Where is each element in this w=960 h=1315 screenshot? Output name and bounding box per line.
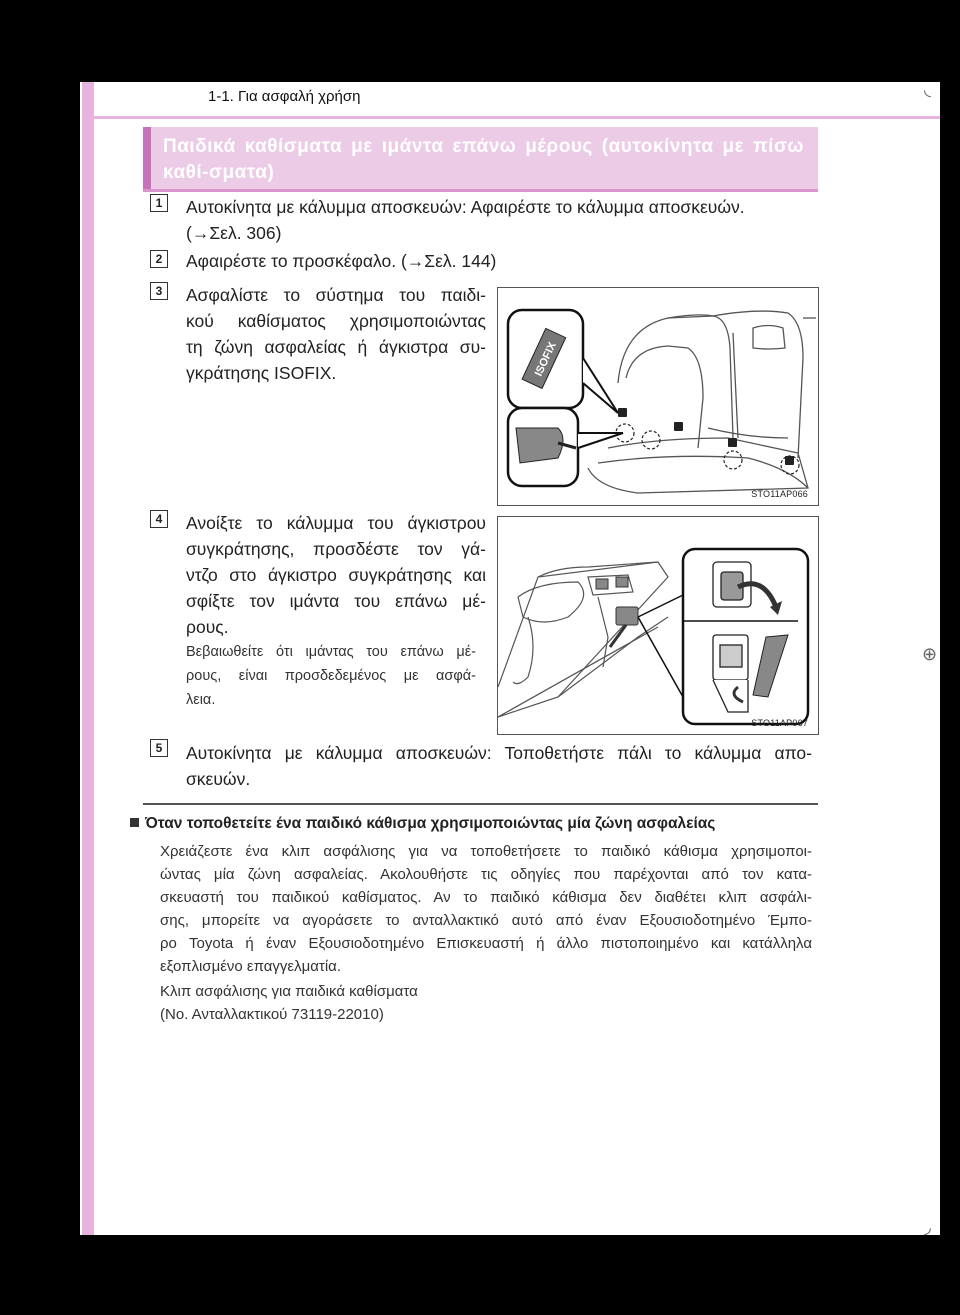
step-4-note-line: Βεβαιωθείτε ότι ιμάντας του επάνω μέ- [186, 644, 476, 660]
step-3-line: Ασφαλίστε το σύστημα του παιδι- [186, 285, 486, 305]
step-1-number: 1 [150, 194, 168, 212]
step-3-line: κού καθίσματος χρησιμοποιώντας [186, 311, 486, 331]
step-4-note-line: ρους, είναι προσδεδεμένος με ασφά- [186, 668, 476, 684]
paragraph-line: σκευαστή του παιδικού καθίσματος. Αν το παιδικό κάθισμα δεν διαθέτει κλιπ ασφάλι- [160, 889, 812, 906]
step-4-line: ντζο στο άγκιστρο συγκράτησης και [186, 565, 486, 585]
clip-line-2: (Νο. Ανταλλακτικού 73119-22010) [160, 1006, 384, 1023]
figure-isofix-anchors [497, 287, 819, 506]
paragraph-line: σης, μπορείτε να αγοράσετε το ανταλλακτικό αυτό από έναν Εξουσιοδοτημένο Έμπο- [160, 912, 812, 929]
subsection-heading [130, 815, 715, 833]
step-5-line-1: Αυτοκίνητα με κάλυμμα αποσκευών: Τοποθετήστε πάλι το κάλυμμα απο- [186, 743, 812, 763]
step-4-line: σφίξτε τον ιμάντα του επάνω μέ- [186, 591, 486, 611]
isofix-label: ISOFIX [532, 340, 559, 379]
step-4-number: 4 [150, 510, 168, 528]
figure-tether-anchor [497, 516, 819, 735]
tether-anchor-illustration [498, 517, 818, 734]
paragraph-line: εξοπλισμένο επαγγελματία. [160, 958, 342, 975]
page-side-bar [82, 82, 94, 1235]
step-1-line-1: Αυτοκίνητα με κάλυμμα αποσκευών: Αφαιρέστε το κάλυμμα αποσκευών. [186, 197, 745, 217]
figure-code: STO11AP066 [751, 489, 808, 499]
step-3-line: γκράτησης ISOFIX. [186, 363, 337, 383]
step-3-line: τη ζώνη ασφαλείας ή άγκιστρα συ- [186, 337, 486, 357]
figure-code: STO11AP067 [751, 718, 808, 728]
step-4-line: ρους. [186, 617, 229, 637]
crop-mark-top-right: ◟ [924, 79, 931, 99]
paragraph-line: ώντας μία ζώνη ασφαλείας. Ακολουθήστε τις οδηγίες που παρέχονται από τον κατα- [160, 866, 812, 883]
step-4-line: συγκράτησης, προσδέστε τον γά- [186, 539, 486, 559]
subsection-title: Όταν τοποθετείτε ένα παιδικό κάθισμα χρησιμοποιώντας μία ζώνη ασφαλείας [145, 815, 716, 832]
step-5-line-2: σκευών. [186, 769, 251, 789]
step-5-number: 5 [150, 739, 168, 757]
step-3-text [186, 282, 486, 386]
isofix-seat-illustration [498, 288, 818, 505]
step-3-number: 3 [150, 282, 168, 300]
step-2-text: Αφαιρέστε το προσκέφαλο. (→Σελ. 144) [186, 251, 497, 271]
step-4-note-line: λεια. [186, 692, 216, 708]
step-1-line-2: (→Σελ. 306) [186, 223, 282, 243]
step-2-number: 2 [150, 250, 168, 268]
section-title: Παιδικά καθίσματα με ιμάντα επάνω μέρους (αυτοκίνητα με πίσω καθί-σματα) [163, 136, 804, 183]
paragraph-line: ρο Toyota ή έναν Εξουσιοδοτημένο Επισκευαστή ή άλλο πιστοποιημένο και κατάλληλα [160, 935, 812, 952]
paragraph-line: Χρειάζεστε ένα κλιπ ασφάλισης για να τοποθετήσετε το παιδικό κάθισμα χρησιμοποι- [160, 843, 812, 860]
section-divider [143, 803, 818, 805]
header-rule [94, 116, 940, 119]
crop-mark-right: ⊕ [922, 644, 938, 664]
crop-mark-bottom-right: ◞ [924, 1217, 931, 1237]
section-title-box [143, 127, 818, 192]
step-5-text [186, 740, 812, 792]
step-1-text [186, 194, 745, 246]
clip-line-1: Κλιπ ασφάλισης για παιδικά καθίσματα [160, 983, 418, 1000]
bullet-square-icon [130, 818, 139, 827]
breadcrumb: 1-1. Για ασφαλή χρήση [208, 88, 361, 105]
clip-part-info [160, 980, 812, 1026]
subsection-paragraph [160, 840, 812, 978]
step-4-line: Ανοίξτε το κάλυμμα του άγκιστρου [186, 513, 486, 533]
step-4-text [186, 510, 486, 640]
step-4-note [186, 640, 476, 712]
